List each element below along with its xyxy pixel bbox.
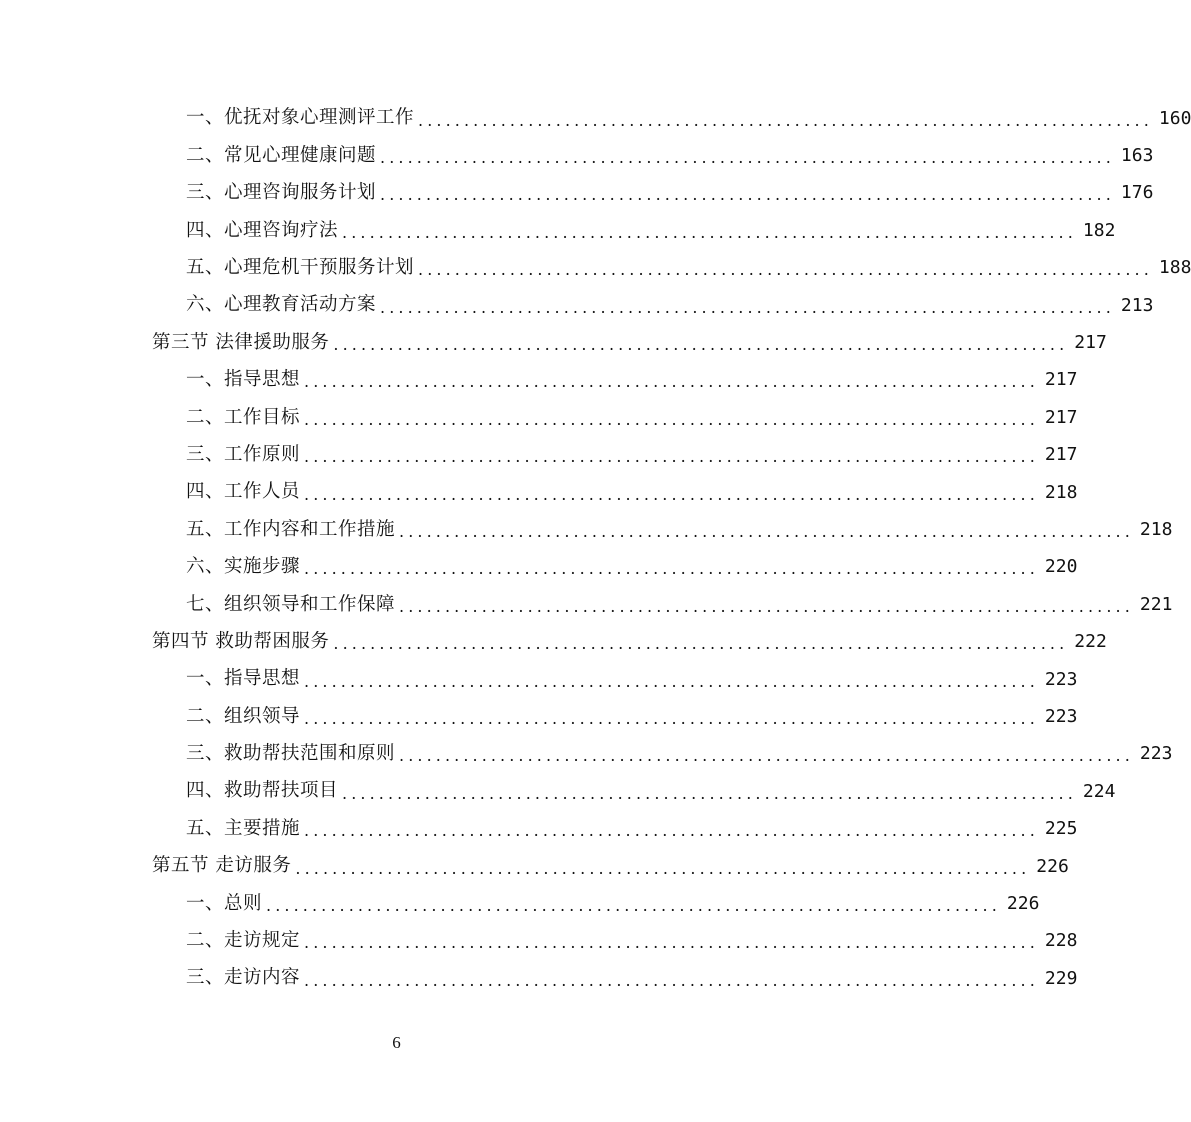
toc-dot-leader: ................................................................................: [399, 596, 1134, 616]
toc-dot-leader: ................................................................................: [380, 185, 1115, 205]
toc-subsection-entry[interactable]: [0, 736, 1173, 773]
toc-subsection-entry[interactable]: [0, 474, 1078, 511]
toc-dot-leader: ................................................................................: [380, 148, 1115, 168]
toc-section-entry[interactable]: [0, 848, 1069, 885]
toc-entry-title: 第五节 走访服务: [152, 855, 292, 877]
toc-entry-page: 217: [1044, 406, 1078, 428]
toc-entry-page: 223: [1044, 668, 1078, 690]
toc-dot-leader: ................................................................................: [342, 222, 1077, 242]
toc-subsection-entry[interactable]: [0, 661, 1078, 698]
toc-entry-title: 一、优抚对象心理测评工作: [186, 107, 415, 129]
toc-entry-title: 二、走访规定: [186, 930, 301, 952]
toc-entry-page: 217: [1044, 369, 1078, 391]
toc-subsection-entry[interactable]: [0, 511, 1173, 548]
toc-dot-leader: ................................................................................: [304, 933, 1039, 953]
toc-dot-leader: ................................................................................: [304, 821, 1039, 841]
toc-entry-page: 223: [1139, 743, 1173, 765]
toc-subsection-entry[interactable]: [0, 137, 1154, 174]
toc-entry-title: 六、心理教育活动方案: [186, 294, 377, 316]
toc-subsection-entry[interactable]: [0, 923, 1078, 960]
toc-dot-leader: ................................................................................: [342, 783, 1077, 803]
toc-entry-title: 四、救助帮扶项目: [186, 780, 339, 802]
toc-dot-leader: ................................................................................: [333, 634, 1069, 654]
toc-subsection-entry[interactable]: [0, 100, 1191, 137]
toc-subsection-entry[interactable]: [0, 885, 1040, 922]
toc-entry-page: 188: [1158, 257, 1191, 279]
toc-section-entry[interactable]: [0, 623, 1107, 660]
toc-dot-leader: ................................................................................: [295, 858, 1031, 878]
toc-entry-title: 二、常见心理健康问题: [186, 144, 377, 166]
toc-dot-leader: ................................................................................: [418, 260, 1153, 280]
toc-entry-title: 四、工作人员: [186, 481, 301, 503]
toc-dot-leader: ................................................................................: [304, 970, 1039, 990]
page-number: 6: [392, 1033, 401, 1052]
toc-dot-leader: ................................................................................: [418, 110, 1153, 130]
toc-subsection-entry[interactable]: [0, 287, 1154, 324]
toc-entry-title: 五、工作内容和工作措施: [186, 518, 396, 540]
toc-subsection-entry[interactable]: [0, 250, 1191, 287]
toc-entry-title: 第三节 法律援助服务: [152, 331, 330, 353]
toc-entry-page: 226: [1036, 855, 1069, 877]
toc-entry-title: 七、组织领导和工作保障: [186, 593, 396, 615]
toc-entry-title: 五、主要措施: [186, 817, 301, 839]
toc-dot-leader: ................................................................................: [304, 447, 1039, 467]
toc-entry-page: 222: [1074, 631, 1107, 653]
toc-entry-page: 218: [1044, 481, 1078, 503]
toc-dot-leader: ................................................................................: [304, 409, 1039, 429]
toc-entry-title: 四、心理咨询疗法: [186, 219, 339, 241]
toc-dot-leader: ................................................................................: [304, 671, 1039, 691]
toc-entry-page: 176: [1120, 182, 1154, 204]
toc-dot-leader: ................................................................................: [304, 372, 1039, 392]
toc-entry-title: 五、心理危机干预服务计划: [186, 257, 415, 278]
toc-entry-page: 217: [1044, 444, 1078, 466]
toc-subsection-entry[interactable]: [0, 698, 1078, 735]
toc-entry-title: 一、总则: [186, 892, 263, 914]
toc-subsection-entry[interactable]: [0, 437, 1078, 474]
toc-dot-leader: ................................................................................: [304, 559, 1039, 579]
toc-entry-title: 一、指导思想: [186, 668, 301, 690]
toc-dot-leader: ................................................................................: [399, 746, 1134, 766]
toc-subsection-entry[interactable]: [0, 960, 1078, 997]
toc-entry-title: 六、实施步骤: [186, 556, 301, 578]
toc-entry-title: 二、工作目标: [186, 406, 301, 428]
toc-subsection-entry[interactable]: [0, 175, 1154, 212]
toc-entry-title: 一、指导思想: [186, 369, 301, 391]
toc-entry-page: 218: [1139, 518, 1173, 540]
toc-entry-title: 三、工作原则: [186, 443, 301, 465]
toc-entry-page: 229: [1044, 967, 1078, 989]
toc-entry-page: 228: [1044, 930, 1078, 952]
toc-entry-page: 213: [1120, 294, 1154, 316]
toc-entry-page: 224: [1082, 780, 1116, 802]
toc-subsection-entry[interactable]: [0, 212, 1116, 249]
toc-entry-page: 220: [1044, 556, 1078, 578]
toc-subsection-entry[interactable]: [0, 399, 1078, 436]
toc-entry-title: 三、走访内容: [186, 967, 301, 989]
toc-entry-page: 217: [1074, 332, 1107, 354]
toc-entry-page: 163: [1120, 145, 1154, 167]
toc-entry-title: 第四节 救助帮困服务: [152, 630, 330, 652]
toc-dot-leader: ................................................................................: [266, 895, 1001, 915]
toc-subsection-entry[interactable]: [0, 810, 1078, 847]
toc-section-entry[interactable]: [0, 324, 1107, 361]
toc-dot-leader: ................................................................................: [333, 335, 1069, 355]
toc-subsection-entry[interactable]: [0, 586, 1173, 623]
toc-entry-page: 223: [1044, 705, 1078, 727]
toc-subsection-entry[interactable]: [0, 362, 1078, 399]
toc-entry-page: 160: [1158, 107, 1191, 129]
toc-subsection-entry[interactable]: [0, 773, 1116, 810]
toc-entry-page: 182: [1082, 219, 1116, 241]
toc-entry-title: 二、组织领导: [186, 705, 301, 727]
toc-entry-page: 225: [1044, 818, 1078, 840]
toc-subsection-entry[interactable]: [0, 549, 1078, 586]
toc-entry-title: 三、救助帮扶范围和原则: [186, 743, 396, 765]
toc-dot-leader: ................................................................................: [380, 297, 1115, 317]
toc-dot-leader: ................................................................................: [399, 521, 1134, 541]
toc-entry-title: 三、心理咨询服务计划: [186, 182, 377, 204]
table-of-contents: [0, 100, 1191, 997]
toc-entry-page: 226: [1006, 892, 1040, 914]
toc-dot-leader: ................................................................................: [304, 708, 1039, 728]
toc-entry-page: 221: [1139, 593, 1173, 615]
toc-dot-leader: ................................................................................: [304, 484, 1039, 504]
